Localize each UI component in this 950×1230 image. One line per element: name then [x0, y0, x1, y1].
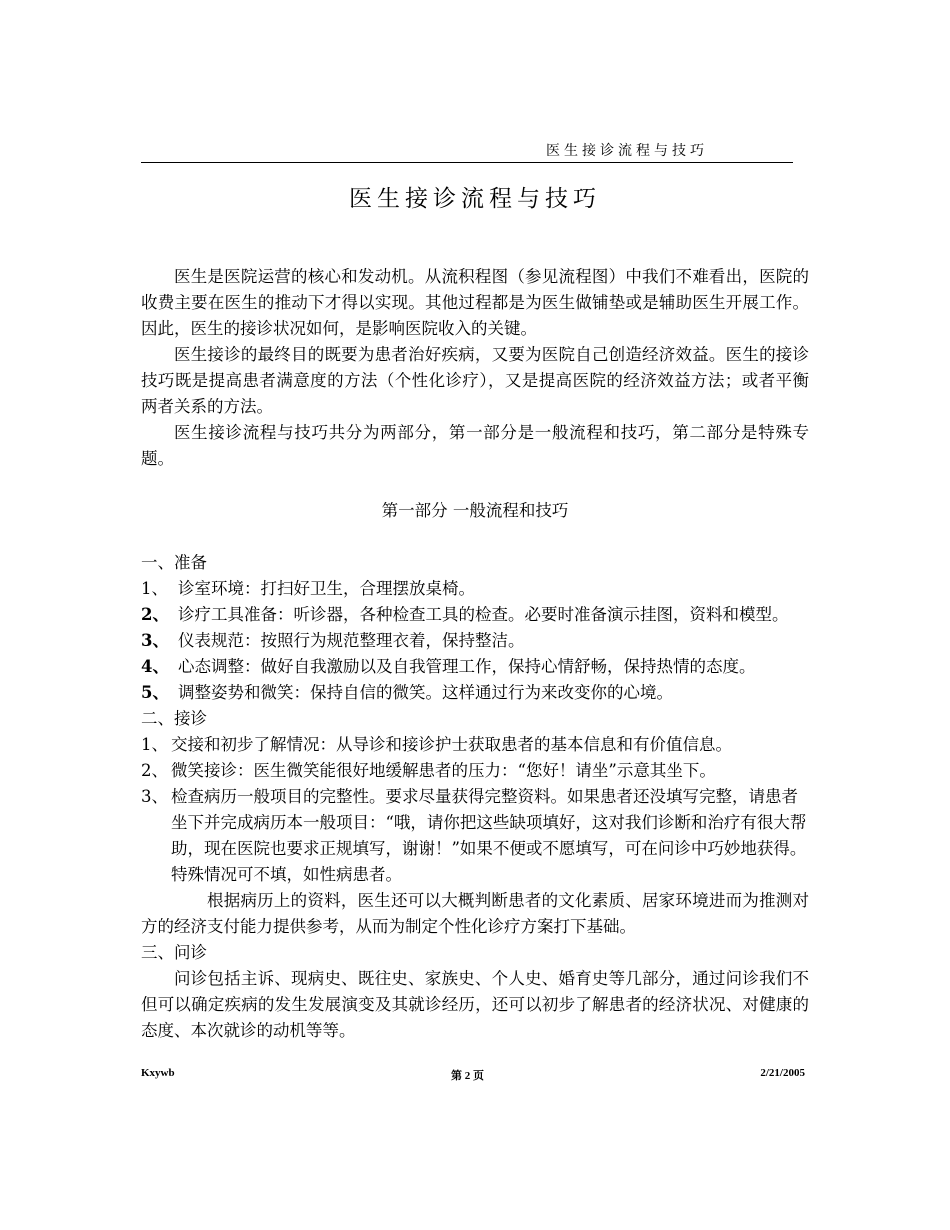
reception-item-2 [141, 758, 809, 784]
item-text: 心态调整：做好自我激励以及自我管理工作，保持心情舒畅，保持热情的态度。 [178, 657, 756, 676]
prep-item-4 [141, 654, 809, 680]
intro-paragraph-3: 医生接诊流程与技巧共分为两部分，第一部分是一般流程和技巧，第二部分是特殊专题。 [141, 423, 809, 468]
document-body [141, 264, 809, 1044]
running-header: 医生接诊流程与技巧 [546, 143, 708, 159]
item-text: 诊疗工具准备：听诊器，各种检查工具的检查。必要时准备演示挂图，资料和模型。 [178, 605, 789, 624]
section-heading-reception: 二、接诊 [141, 709, 207, 728]
item-text: 仪表规范：按照行为规范整理衣着，保持整洁。 [178, 631, 525, 650]
item-number: 2、 [141, 761, 168, 780]
footer-date: 2/21/2005 [760, 1067, 805, 1079]
prep-item-3 [141, 628, 809, 654]
reception-paragraph: 根据病历上的资料，医生还可以大概判断患者的文化素质、居家环境进而为推测对方的经济支付能力提供参考，从而为制定个性化诊疗方案打下基础。 [141, 891, 809, 936]
part1-title: 第一部分 一般流程和技巧 [381, 501, 569, 520]
item-text: 诊室环境：打扫好卫生，合理摆放桌椅。 [178, 579, 475, 598]
prep-item-2 [141, 602, 809, 628]
item-number: 5、 [141, 683, 169, 702]
section-heading-inquiry: 三、问诊 [141, 943, 207, 962]
item-number: 4、 [141, 657, 169, 676]
footer-left: Kxywb [141, 1067, 175, 1079]
item-text: 微笑接诊：医生微笑能很好地缓解患者的压力：“您好！请坐”示意其坐下。 [171, 761, 716, 780]
item-text: 交接和初步了解情况：从导诊和接诊护士获取患者的基本信息和有价值信息。 [171, 735, 732, 754]
reception-item-3 [141, 784, 809, 888]
page-footer [141, 1067, 805, 1083]
item-text: 调整姿势和微笑：保持自信的微笑。这样通过行为来改变你的心境。 [178, 683, 673, 702]
header-rule [141, 162, 793, 163]
prep-item-5 [141, 680, 809, 706]
document-title: 医生接诊流程与技巧 [349, 186, 601, 212]
intro-paragraph-2: 医生接诊的最终目的既要为患者治好疾病，又要为医院自己创造经济效益。医生的接诊技巧既是提高患者满意度的方法（个性化诊疗），又是提高医院的经济效益方法；或者平衡两者关系的方法。 [141, 345, 809, 416]
reception-item-1 [141, 732, 809, 758]
item-number: 3、 [141, 787, 168, 806]
item-number: 3、 [141, 631, 169, 650]
prep-item-1 [141, 576, 809, 602]
inquiry-paragraph: 问诊包括主诉、现病史、既往史、家族史、个人史、婚育史等几部分，通过问诊我们不但可以确定疾病的发生发展演变及其就诊经历，还可以初步了解患者的经济状况、对健康的态度、本次就诊的动机等等。 [141, 969, 809, 1040]
item-number: 1、 [141, 579, 168, 598]
section-heading-prep: 一、准备 [141, 553, 207, 572]
item-number: 2、 [141, 605, 169, 624]
item-text: 检查病历一般项目的完整性。要求尽量获得完整资料。如果患者还没填写完整，请患者坐下并完成病历本一般项目：“哦，请你把这些缺项填好，这对我们诊断和治疗有很大帮助，现在医院也要求正规填写，谢谢！”如果不便或不愿填写，可在问诊中巧妙地获得。特殊情况可不填，如性病患者。 [171, 787, 807, 884]
footer-page-number: 第 2 页 [451, 1070, 484, 1082]
intro-paragraph-1: 医生是医院运营的核心和发动机。从流积程图（参见流程图）中我们不难看出，医院的收费主要在医生的推动下才得以实现。其他过程都是为医生做铺垫或是辅助医生开展工作。因此，医生的接诊状况如何，是影响医院收入的关键。 [141, 267, 809, 338]
item-number: 1、 [141, 735, 168, 754]
